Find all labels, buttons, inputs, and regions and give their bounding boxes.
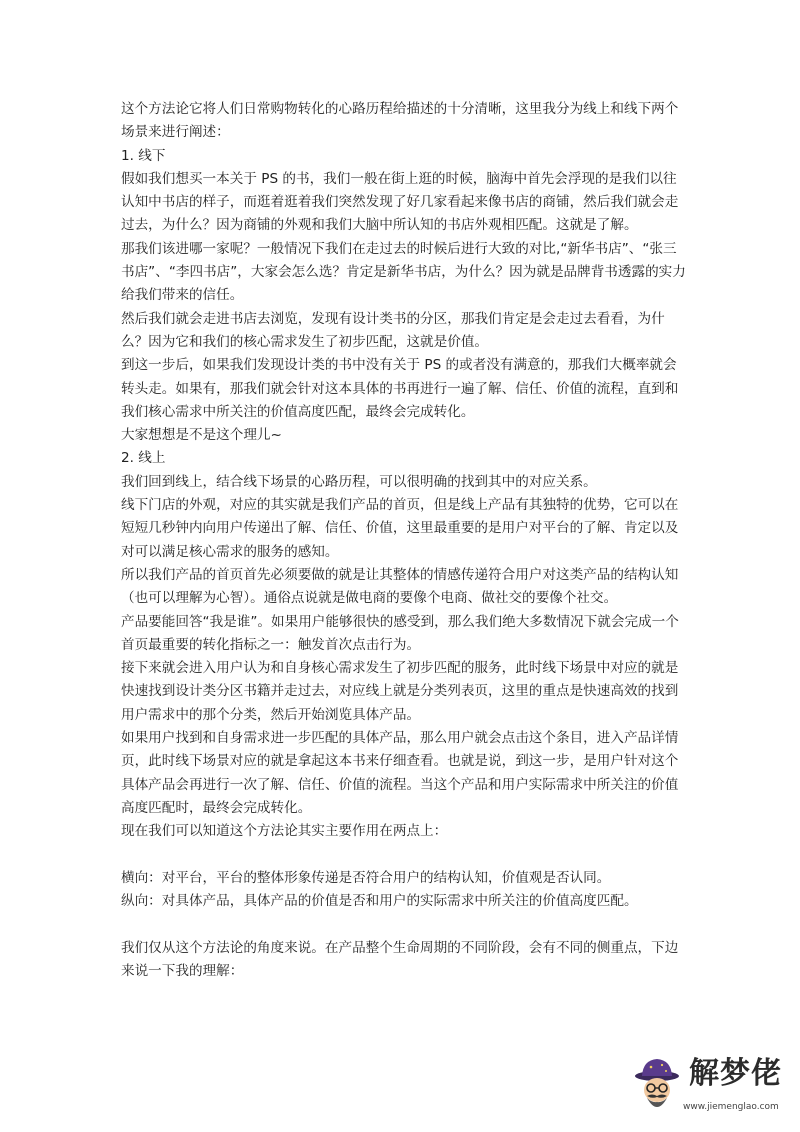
paragraph: 产品要能回答“我是谁”。如果用户能够很快的感受到，那么我们绝大多数情况下就会完成一个首页最重要的转化指标之一：触发首次点击行为。 (121, 613, 679, 653)
paragraph: 纵向：对具体产品，具体产品的价值是否和用户的实际需求中所关注的价值高度匹配。 (121, 893, 638, 910)
paragraph: 我们仅从这个方法论的角度来说。在产品整个生命周期的不同阶段，会有不同的侧重点，下边来说一下我的理解： (121, 939, 679, 979)
paragraph: 线下门店的外观，对应的其实就是我们产品的首页，但是线上产品有其独特的优势，它可以在短短几秒钟内向用户传递出了解、信任、价值，这里最重要的是用户对平台的了解、肯定以及对可以满足核心需求的服务的感知。 (121, 497, 679, 560)
paragraph: 接下来就会进入用户认为和自身核心需求发生了初步匹配的服务，此时线下场景中对应的就是快速找到设计类分区书籍并走过去，对应线上就是分类列表页，这里的重点是快速高效的找到用户需求中的那个分类，然后开始浏览具体产品。 (121, 660, 679, 723)
paragraph: 大家想想是不是这个理儿~ (121, 427, 282, 444)
paragraph: 那我们该进哪一家呢？一般情况下我们在走过去的时候后进行大致的对比,“新华书店”、“张三书店”、“李四书店”，大家会怎么选？肯定是新华书店，为什么？因为就是品牌背书透露的实力给我们带来的信任。 (121, 240, 686, 304)
paragraph: 现在我们可以知道这个方法论其实主要作用在两点上： (121, 823, 448, 840)
paragraph: 如果用户找到和自身需求进一步匹配的具体产品，那么用户就会点击这个条目，进入产品详情页，此时线下场景对应的就是拿起这本书来仔细查看。也就是说，到这一步，是用户针对这个具体产品会再进行一次了解、信任、价值的流程。当这个产品和用户实际需求中所关注的价值高度匹配时，最终会完成转化。 (121, 730, 679, 816)
watermark-title: 解梦佬 (689, 1056, 782, 1091)
blank-line (121, 913, 687, 936)
site-watermark (625, 1052, 790, 1124)
paragraph: 所以我们产品的首页首先必须要做的就是让其整体的情感传递符合用户对这类产品的结构认知（也可以理解为心智）。通俗点说就是做电商的要像个电商、做社交的要像个社交。 (121, 566, 679, 607)
paragraph: 假如我们想买一本关于 PS 的书，我们一般在街上逛的时候，脑海中首先会浮现的是我们以往认知中书店的样子，而逛着逛着我们突然发现了好几家看起来像书店的商铺，然后我们就会走过去，为什么？因为商铺的外观和我们大脑中所认知的书店外观相匹配。这就是了解。 (121, 170, 679, 234)
fortune-teller-logo-icon (633, 1056, 681, 1116)
paragraph: 到这一步后，如果我们发现设计类的书中没有关于 PS 的或者没有满意的，那我们大概率就会转头走。如果有，那我们就会针对这本具体的书再进行一遍了解、信任、价值的流程，直到和我们核心需求中所关注的价值高度匹配，最终会完成转化。 (121, 357, 679, 420)
paragraph: 我们回到线上，结合线下场景的心路历程，可以很明确的找到其中的对应关系。 (121, 473, 597, 490)
section-heading: 1. 线下 (121, 147, 166, 164)
watermark-url: www.jiemenglao.com (683, 1102, 779, 1112)
paragraph: 然后我们就会走进书店去浏览，发现有设计类书的分区，那我们肯定是会走过去看看，为什么？因为它和我们的核心需求发生了初步匹配，这就是价值。 (121, 310, 665, 350)
paragraph: 横向：对平台，平台的整体形象传递是否符合用户的结构认知，价值观是否认同。 (121, 869, 611, 886)
section-heading: 2. 线上 (121, 450, 166, 467)
blank-line (121, 844, 687, 867)
article-body (121, 98, 687, 983)
paragraph: 这个方法论它将人们日常购物转化的心路历程给描述的十分清晰，这里我分为线上和线下两个场景来进行阐述： (121, 101, 679, 141)
